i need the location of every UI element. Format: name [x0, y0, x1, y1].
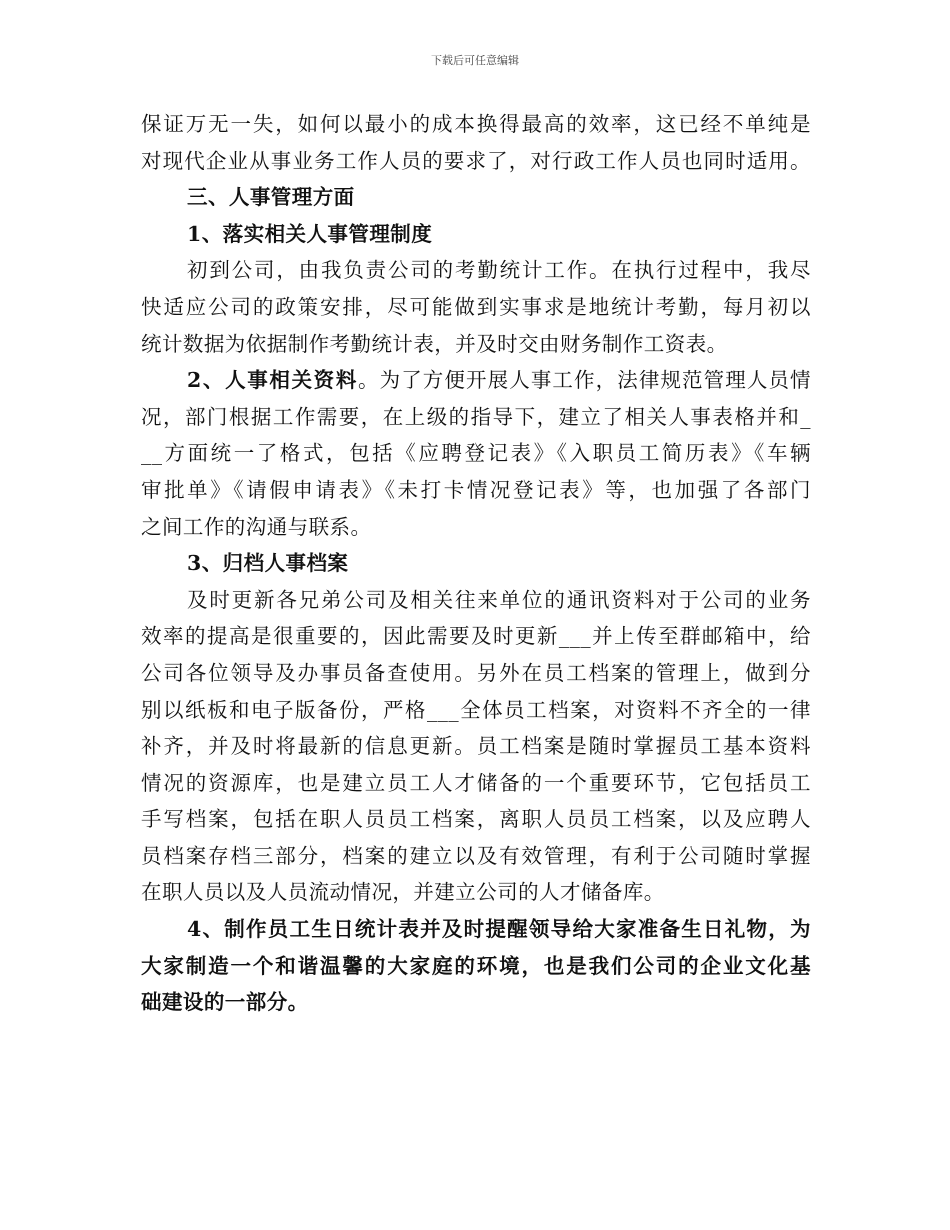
text-line: 3、归档人事档案 — [187, 551, 349, 576]
text-line: 别以纸板和电子版备份，严格___全体员工档案，对资料不齐全的一律 — [141, 697, 811, 722]
text-line: 初到公司，由我负责公司的考勤统计工作。在执行过程中，我尽 — [187, 258, 811, 283]
text-line: 手写档案，包括在职人员员工档案，离职人员员工档案，以及应聘人 — [141, 807, 811, 832]
text-line: 大家制造一个和谐温馨的大家庭的环境，也是我们公司的企业文化基 — [141, 953, 811, 978]
text-line: 对现代企业从事业务工作人员的要求了，对行政工作人员也同时适用。 — [141, 148, 811, 173]
text-line: 4、制作员工生日统计表并及时提醒领导给大家准备生日礼物，为 — [187, 917, 811, 942]
text-line: 公司各位领导及办事员备查使用。另外在员工档案的管理上，做到分 — [141, 660, 811, 685]
document-body — [141, 106, 811, 1021]
text-line: 之间工作的沟通与联系。 — [141, 514, 372, 539]
inline-heading: 2、人事相关资料 — [187, 368, 358, 393]
text-line: __方面统一了格式，包括《应聘登记表》《入职员工简历表》《车辆 — [141, 441, 811, 466]
text-line: 快适应公司的政策安排，尽可能做到实事求是地统计考勤，每月初以 — [141, 294, 811, 319]
text-line: 在职人员以及人员流动情况，并建立公司的人才储备库。 — [141, 880, 665, 905]
text-line: 三、人事管理方面 — [187, 185, 355, 210]
text-line — [141, 362, 811, 399]
text-line: 1、落实相关人事管理制度 — [187, 221, 433, 246]
text-line: 况，部门根据工作需要，在上级的指导下，建立了相关人事表格并和_ — [141, 404, 811, 429]
text-line: 保证万无一失，如何以最小的成本换得最高的效率，这已经不单纯是 — [141, 112, 811, 136]
text-line: 础建设的一部分。 — [141, 990, 309, 1015]
page-header: 下载后可任意编辑 — [431, 54, 519, 67]
text-line: 员档案存档三部分，档案的建立以及有效管理，有利于公司随时掌握 — [141, 843, 811, 868]
text-line: 统计数据为依据制作考勤统计表，并及时交由财务制作工资表。 — [141, 331, 728, 356]
text-line: 效率的提高是很重要的，因此需要及时更新___并上传至群邮箱中，给 — [141, 624, 811, 649]
line-text: 。为了方便开展人事工作，法律规范管理人员情 — [358, 368, 811, 393]
text-line: 审批单》《请假申请表》《未打卡情况登记表》等，也加强了各部门 — [141, 477, 811, 502]
text-line: 情况的资源库，也是建立员工人才储备的一个重要环节，它包括员工 — [141, 770, 811, 795]
text-line: 补齐，并及时将最新的信息更新。员工档案是随时掌握员工基本资料 — [141, 734, 811, 759]
text-line: 及时更新各兄弟公司及相关往来单位的通讯资料对于公司的业务 — [187, 587, 811, 612]
